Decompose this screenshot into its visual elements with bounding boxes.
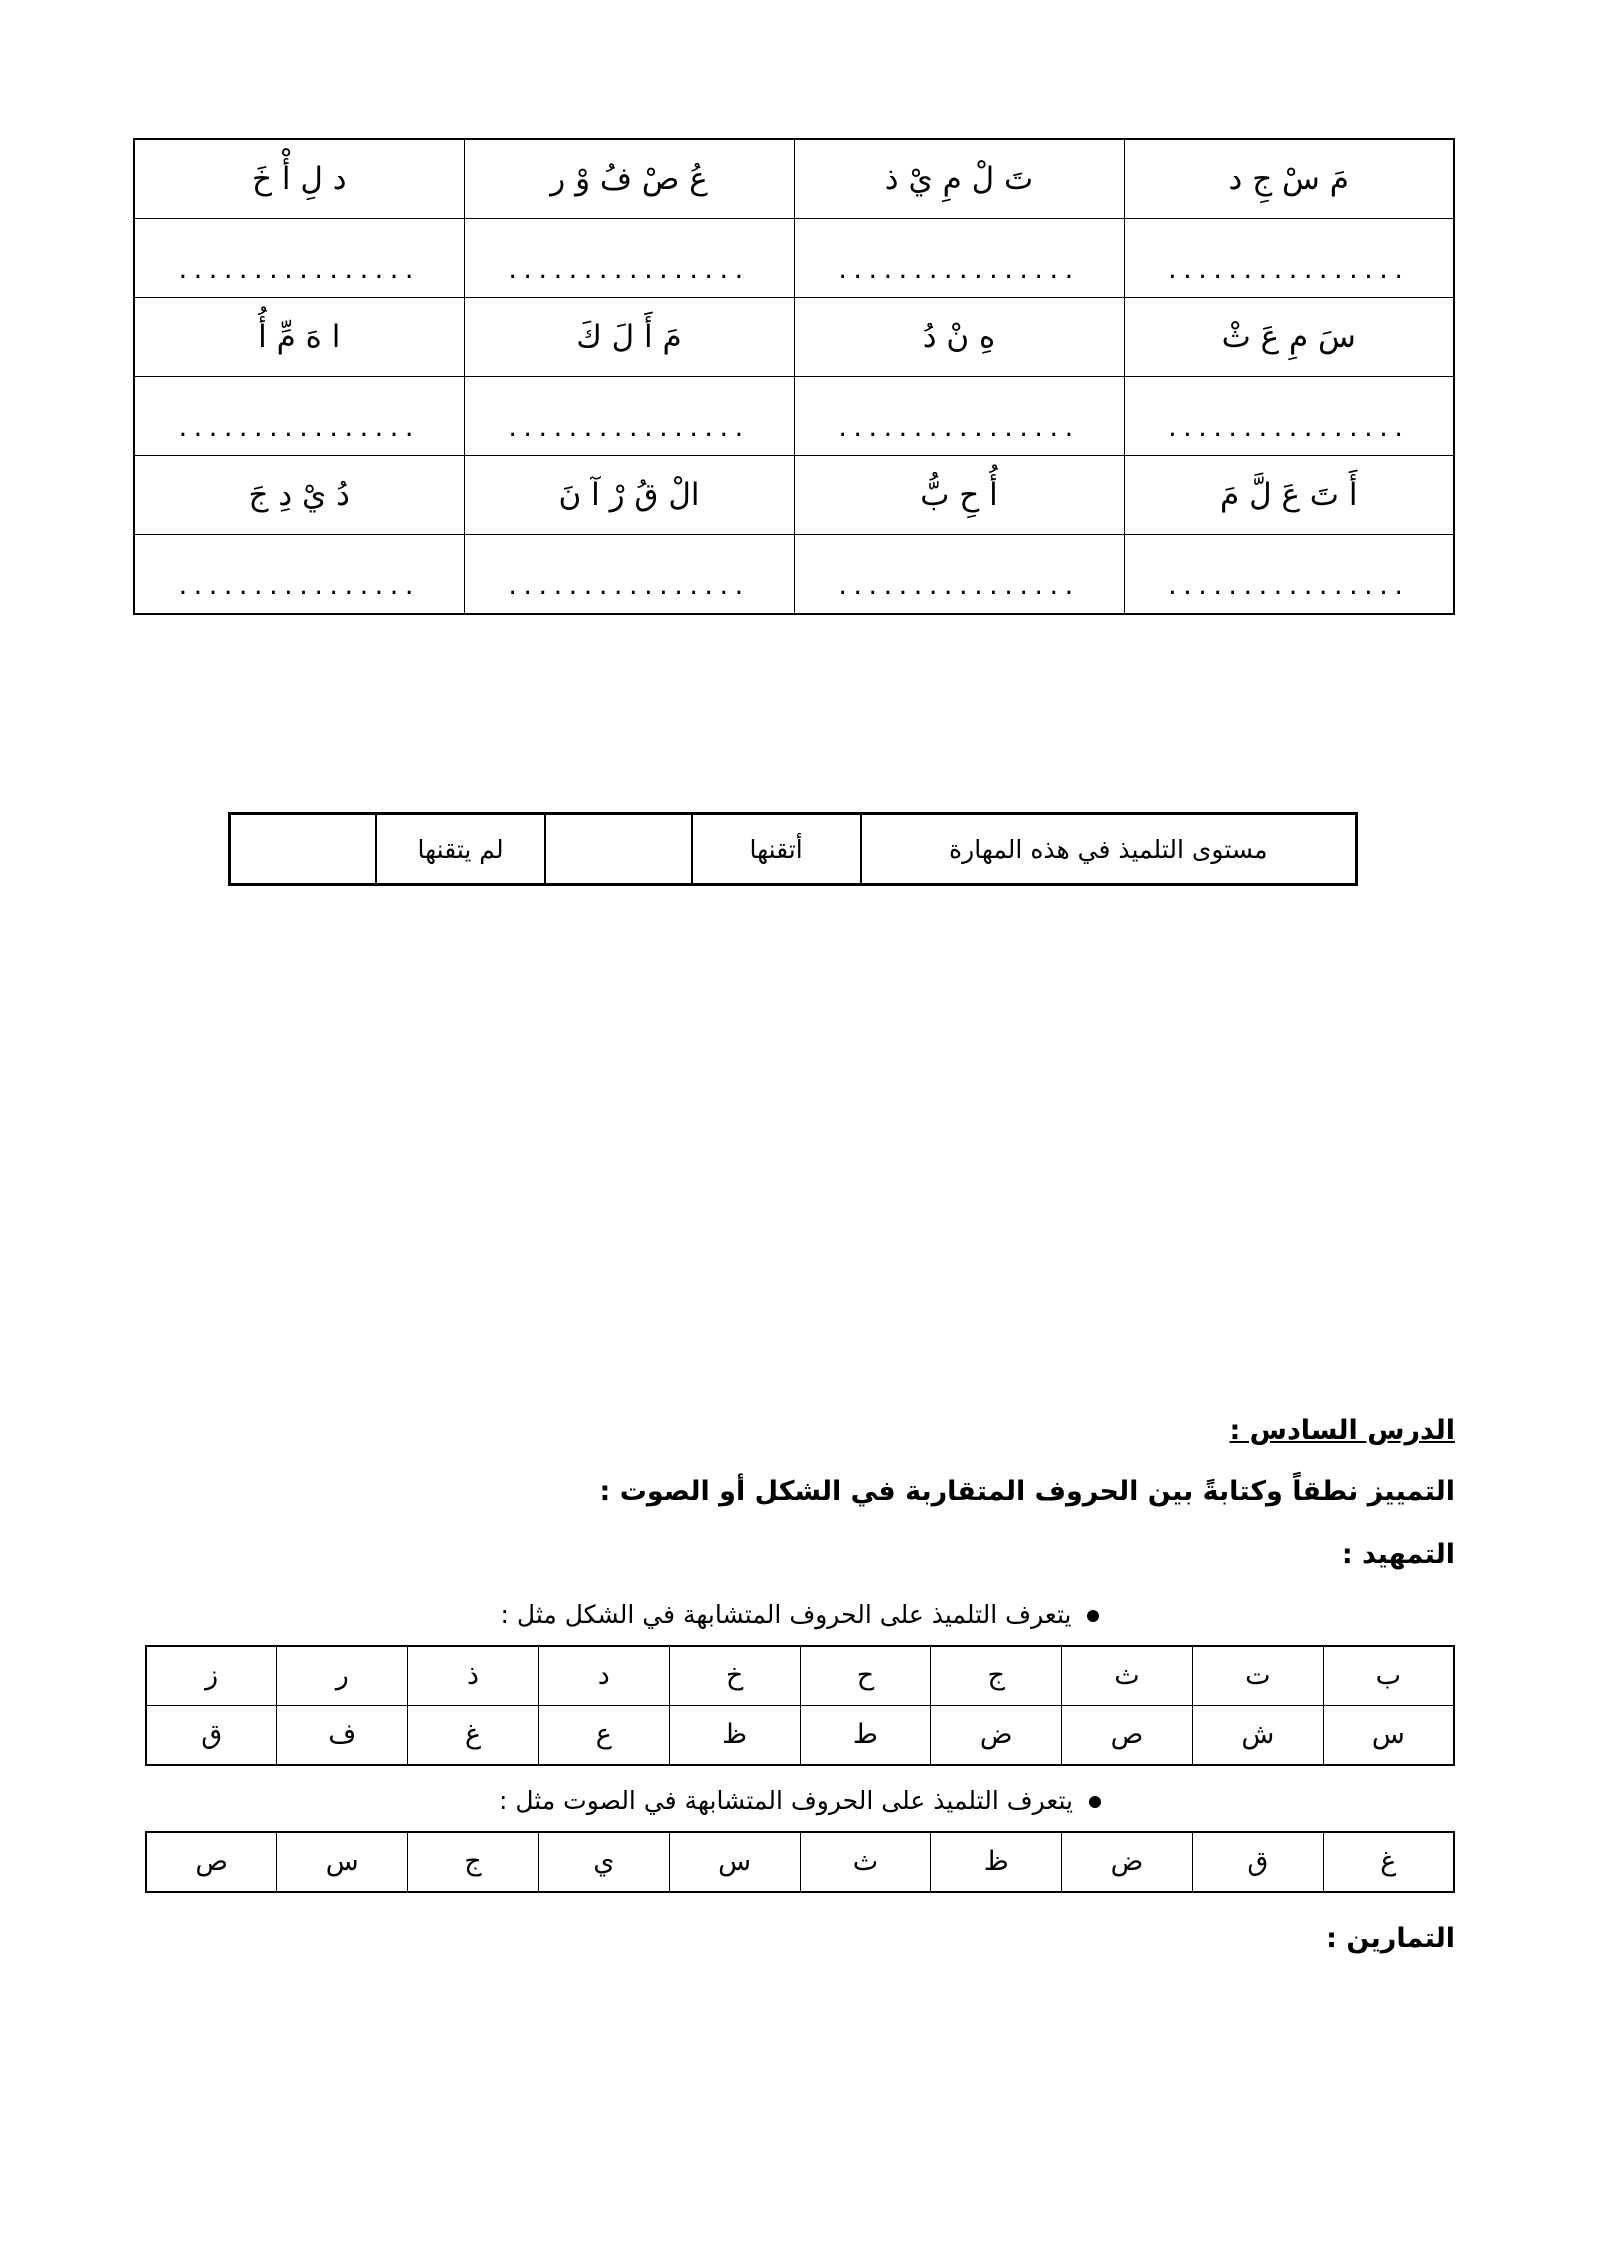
letter-cell: ح [800,1646,931,1706]
syllable-word: مَ أَ لَ كَ [576,319,682,355]
table-row [230,814,1357,885]
shape-similar-letters-table [145,1645,1455,1766]
answer-blank-cell[interactable] [134,535,464,615]
letter-cell: ث [1062,1646,1193,1706]
dotted-line: ................ [838,569,1080,601]
answer-blank-cell[interactable] [794,535,1124,615]
letter-cell: خ [669,1646,800,1706]
table-row [134,298,1454,377]
answer-blank-cell[interactable] [464,377,794,456]
letter-cell: ص [146,1832,277,1892]
answer-blank-cell[interactable] [134,219,464,298]
syllable-word: أَ تَ عَ لَّ مَ [1220,477,1358,513]
syllable-word: الْ قُ رْ آ نَ [558,477,700,513]
sound-similar-letters-table [145,1831,1455,1893]
syllable-word-cell [134,456,464,535]
syllable-word-cell [134,298,464,377]
table-row [146,1646,1454,1706]
syllable-word: هِ نْ دُ [922,319,996,355]
letter-cell: ث [800,1832,931,1892]
bullet-sound-similar-letters [145,1786,1455,1815]
letter-cell: ز [146,1646,277,1706]
bullet-shape-similar-letters [145,1600,1455,1629]
answer-blank-cell[interactable] [1124,535,1454,615]
letter-cell: ظ [669,1705,800,1765]
letter-cell: ض [931,1705,1062,1765]
answer-blank-cell[interactable] [794,219,1124,298]
syllable-word: تَ لْ مِ يْ ذ [884,161,1034,197]
answer-blank-cell[interactable] [1124,377,1454,456]
syllable-word-cell [464,456,794,535]
bullet-shape-text: يتعرف التلميذ على الحروف المتشابهة في الشكل مثل : [500,1599,1072,1629]
letter-cell: ط [800,1705,931,1765]
bullet-dot-icon [1089,1796,1101,1808]
table-row [134,456,1454,535]
syllable-word-cell [1124,139,1454,219]
dotted-line: ................ [178,253,420,285]
syllable-word-cell [464,139,794,219]
dotted-line: ................ [508,411,750,443]
preparation-label: التمهيد : [1341,1538,1455,1570]
dotted-line: ................ [838,411,1080,443]
syllable-word: مَ سْ جِ د [1228,161,1349,197]
letter-cell: ظ [931,1832,1062,1892]
table-row [134,535,1454,615]
letter-cell: ص [1062,1705,1193,1765]
letter-cell: د [538,1646,669,1706]
letter-cell: س [277,1832,408,1892]
syllable-word: سَ مِ عَ ثْ [1221,319,1356,355]
syllable-word-cell [134,139,464,219]
answer-blank-cell[interactable] [134,377,464,456]
letter-cell: ج [408,1832,539,1892]
dotted-line: ................ [1168,411,1410,443]
dotted-line: ................ [838,253,1080,285]
table-row [134,219,1454,298]
letter-cell: ف [277,1705,408,1765]
answer-blank-cell[interactable] [794,377,1124,456]
letter-cell: س [1323,1705,1454,1765]
letter-cell: ض [1062,1832,1193,1892]
bullet-sound-text: يتعرف التلميذ على الحروف المتشابهة في الصوت مثل : [499,1785,1073,1815]
letter-cell: ق [1192,1832,1323,1892]
letter-cell: ج [931,1646,1062,1706]
table-row [146,1705,1454,1765]
table-row [134,139,1454,219]
syllable-word-cell [794,298,1124,377]
letter-cell: ر [277,1646,408,1706]
dotted-line: ................ [178,411,420,443]
table-row [134,377,1454,456]
lesson-section [145,1415,1455,1954]
evaluation-option-mastered: أتقنها [692,814,861,885]
letter-cell: ب [1323,1646,1454,1706]
mastery-evaluation-box [228,812,1358,886]
letter-cell: ي [538,1832,669,1892]
exercises-label: التمارين : [1326,1922,1455,1954]
dotted-line: ................ [1168,253,1410,285]
syllable-word: أُ حِ بُّ [920,477,998,513]
letter-cell: س [669,1832,800,1892]
letter-cell: ت [1192,1646,1323,1706]
table-row [146,1832,1454,1892]
letter-cell: غ [408,1705,539,1765]
letter-cell: ذ [408,1646,539,1706]
letter-cell: غ [1323,1832,1454,1892]
syllable-word: عُ صْ فُ وْ ر [550,161,708,197]
evaluation-checkbox-mastered[interactable] [545,814,692,885]
dotted-line: ................ [508,569,750,601]
syllable-word: ا هَ مِّ أُ [258,319,341,355]
syllable-word-cell [794,456,1124,535]
evaluation-checkbox-not-mastered[interactable] [230,814,377,885]
syllable-word-cell [1124,456,1454,535]
syllable-word: د لِ أْ خَ [251,161,347,197]
answer-blank-cell[interactable] [1124,219,1454,298]
letter-cell: ق [146,1705,277,1765]
syllable-word-cell [464,298,794,377]
dotted-line: ................ [508,253,750,285]
lesson-title: الدرس السادس : [1229,1415,1455,1446]
letter-cell: ش [1192,1705,1323,1765]
syllable-word-cell [1124,298,1454,377]
lesson-subtitle: التمييز نطقاً وكتابةً بين الحروف المتقاربة في الشكل أو الصوت : [599,1476,1455,1507]
syllable-word: دُ يْ دِ جَ [248,477,350,513]
answer-blank-cell[interactable] [464,219,794,298]
syllable-segmentation-table [133,138,1455,615]
answer-blank-cell[interactable] [464,535,794,615]
evaluation-label: مستوى التلميذ في هذه المهارة [861,814,1357,885]
syllable-word-cell [794,139,1124,219]
dotted-line: ................ [1168,569,1410,601]
dotted-line: ................ [178,569,420,601]
evaluation-option-not-mastered: لم يتقنها [376,814,545,885]
letter-cell: ع [538,1705,669,1765]
bullet-dot-icon [1087,1610,1099,1622]
